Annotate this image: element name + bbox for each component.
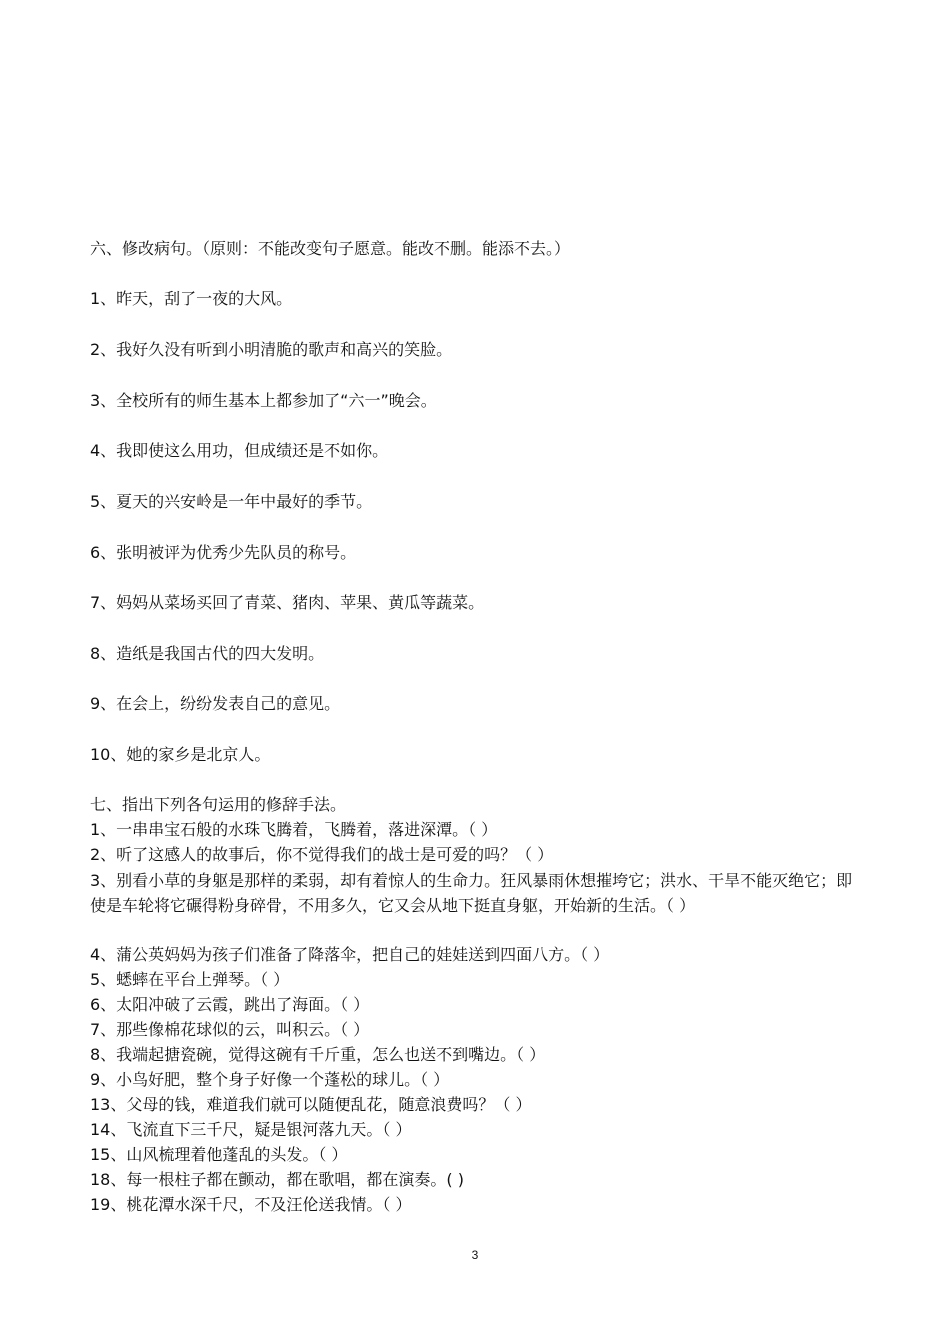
section-7-item-6: 6、太阳冲破了云霞，跳出了海面。（ ） [90, 995, 370, 1014]
section-7-item-18: 18、每一根柱子都在颤动，都在歌唱，都在演奏。( ) [90, 1170, 464, 1189]
section-7-title: 七、指出下列各句运用的修辞手法。 [90, 795, 347, 814]
section-7-item-7: 7、那些像棉花球似的云，叫积云。（ ） [90, 1020, 370, 1039]
section-6-title: 六、修改病句。（原则：不能改变句子愿意。能改不删。能添不去。） [90, 239, 571, 258]
section-6-item-5: 5、夏天的兴安岭是一年中最好的季节。 [90, 492, 373, 511]
section-6-item-8: 8、造纸是我国古代的四大发明。 [90, 644, 325, 663]
section-7-item-2: 2、听了这感人的故事后，你不觉得我们的战士是可爱的吗？（ ） [90, 845, 554, 864]
section-6-item-6: 6、张明被评为优秀少先队员的称号。 [90, 543, 357, 562]
section-7-item-19: 19、桃花潭水深千尺，不及汪伦送我情。（ ） [90, 1195, 412, 1214]
section-7-item-3: 3、别看小草的身躯是那样的柔弱，却有着惊人的生命力。狂风暴雨休想摧垮它；洪水、干旱不能灭绝它；即使是车轮将它碾得粉身碎骨，不用多久，它又会从地下挺直身躯，开始新的生活。（ ） [90, 871, 853, 915]
page-number: 3 [471, 1248, 479, 1262]
section-7-item-9: 9、小鸟好肥，整个身子好像一个蓬松的球儿。（ ） [90, 1070, 450, 1089]
section-7-item-8: 8、我端起搪瓷碗，觉得这碗有千斤重，怎么也送不到嘴边。（ ） [90, 1045, 546, 1064]
section-7-item-1: 1、一串串宝石般的水珠飞腾着，飞腾着，落进深潭。（ ） [90, 820, 498, 839]
section-7-item-5: 5、蟋蟀在平台上弹琴。（ ） [90, 970, 290, 989]
section-6-item-9: 9、在会上，纷纷发表自己的意见。 [90, 694, 341, 713]
section-6-item-2: 2、我好久没有听到小明清脆的歌声和高兴的笑脸。 [90, 340, 453, 359]
section-6-item-10: 10、她的家乡是北京人。 [90, 745, 271, 764]
section-7-item-4: 4、蒲公英妈妈为孩子们准备了降落伞，把自己的娃娃送到四面八方。（ ） [90, 945, 610, 964]
section-7-item-14: 14、飞流直下三千尺，疑是银河落九天。（ ） [90, 1120, 412, 1139]
section-7-item-13: 13、父母的钱，难道我们就可以随便乱花，随意浪费吗？（ ） [90, 1095, 532, 1114]
section-6-item-4: 4、我即使这么用功，但成绩还是不如你。 [90, 441, 389, 460]
section-6-item-7: 7、妈妈从菜场买回了青菜、猪肉、苹果、黄瓜等蔬菜。 [90, 593, 485, 612]
section-7-item-15: 15、山风梳理着他蓬乱的头发。（ ） [90, 1145, 348, 1164]
section-6-item-3: 3、全校所有的师生基本上都参加了“六一”晚会。 [90, 391, 437, 410]
section-6-item-1: 1、昨天，刮了一夜的大风。 [90, 289, 293, 308]
